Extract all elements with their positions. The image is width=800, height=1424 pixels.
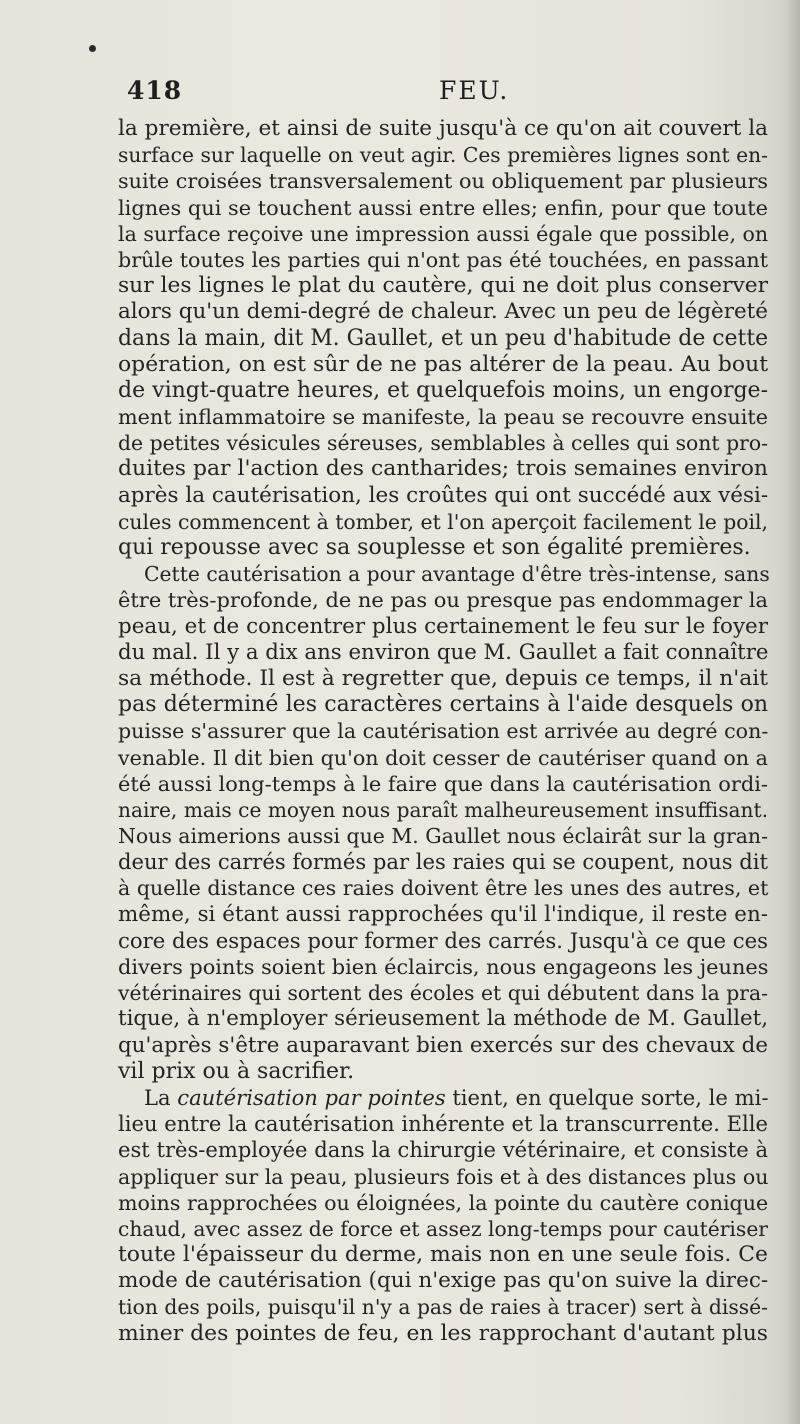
text-line: toute l'épaisseur du derme, mais non en une seule fois. Ce: [118, 1242, 768, 1268]
text-line: suite croisées transversalement ou obliquement par plusieurs: [118, 169, 768, 194]
text-line: lieu entre la cautérisation inhérente et la transcurrente. Elle: [118, 1111, 768, 1137]
text-line: vétérinaires qui sortent des écoles et qui débutent dans la pra-: [118, 981, 768, 1006]
text-line: venable. Il dit bien qu'on doit cesser de cautériser quand on a: [118, 745, 768, 770]
text-line: sur les lignes le plat du cautère, qui ne doit plus conserver: [118, 273, 769, 299]
page-number: 418: [127, 76, 183, 105]
text-line: appliquer sur la peau, plusieurs fois et à des distances plus ou: [118, 1164, 769, 1189]
text-line: tique, à n'employer sérieusement la méthode de M. Gaullet,: [118, 1006, 768, 1032]
text-line: opération, on est sûr de ne pas altérer de la peau. Au bout: [118, 351, 768, 377]
text-line: [118, 1085, 768, 1111]
text-line: cules commencent à tomber, et l'on aperçoit facilement le poil,: [118, 509, 769, 534]
text-line: naire, mais ce moyen nous paraît malheureusement insuffisant.: [118, 797, 768, 822]
text-line: surface sur laquelle on veut agir. Ces premières lignes sont en-: [118, 143, 768, 168]
text-line: à quelle distance ces raies doivent être les unes des autres, et: [118, 876, 769, 901]
italic-term: cautérisation par pointes: [177, 1084, 446, 1110]
text-line: lignes qui se touchent aussi entre elles; enfin, pour que toute: [118, 195, 768, 220]
text-line: après la cautérisation, les croûtes qui ont succédé aux vési-: [118, 482, 769, 508]
text-line: qu'après s'être auparavant bien exercés sur des chevaux de: [118, 1032, 768, 1058]
lead-text: La: [144, 1084, 178, 1110]
page-header: [127, 76, 767, 110]
text-line: moins rapprochées ou éloignées, la pointe du cautère conique: [118, 1190, 769, 1215]
text-line: deur des carrés formés par les raies qui se coupent, nous dit: [118, 849, 768, 875]
text-line: Nous aimerions aussi que M. Gaullet nous éclairât sur la gran-: [118, 824, 768, 849]
paragraph-1: [118, 116, 768, 561]
text-line: chaud, avec assez de force et assez long-temps pour cautériser: [118, 1216, 768, 1241]
text-line: est très-employée dans la chirurgie vétérinaire, et consiste à: [118, 1137, 768, 1163]
page-edge-shadow: [786, 0, 800, 1424]
text-line: même, si étant aussi rapprochées qu'il l'indique, il reste en-: [118, 901, 768, 927]
text-line: la première, et ainsi de suite jusqu'à ce qu'on ait couvert la: [118, 116, 768, 141]
text-line: être très-profonde, de ne pas ou presque pas endommager la: [118, 588, 768, 613]
text-line: la surface reçoive une impression aussi égale que possible, on: [118, 221, 769, 246]
text-line: divers points soient bien éclaircis, nous engageons les jeunes: [118, 955, 769, 979]
text-line: vil prix ou à sacrifier.: [118, 1058, 355, 1084]
paragraph-2: [118, 561, 768, 1085]
text-line: Cette cautérisation a pour avantage d'être très-intense, sans: [144, 562, 770, 587]
text-line: pas déterminé les caractères certains à l'aide desquels on: [118, 692, 768, 718]
text-line: qui repousse avec sa souplesse et son égalité premières.: [118, 535, 751, 560]
paragraph-3: [118, 1085, 768, 1347]
text-line: core des espaces pour former des carrés. Jusqu'à ce que ces: [118, 927, 769, 953]
text-line: de petites vésicules séreuses, semblables à celles qui sont pro-: [118, 431, 768, 456]
text-line: du mal. Il y a dix ans environ que M. Gaullet a fait connaître: [118, 639, 769, 665]
text-line: peau, et de concentrer plus certainement le feu sur le foyer: [118, 613, 768, 639]
body-text: [118, 116, 768, 1347]
text-line: dans la main, dit M. Gaullet, et un peu d'habitude de cette: [118, 325, 769, 351]
text-line: de vingt-quatre heures, et quelquefois moins, un engorge-: [118, 377, 768, 403]
text-line: miner des pointes de feu, en les rapprochant d'autant plus: [118, 1320, 768, 1346]
text-line: mode de cautérisation (qui n'exige pas qu'on suive la direc-: [118, 1268, 769, 1294]
text-line: puisse s'assurer que la cautérisation est arrivée au degré con-: [118, 719, 769, 744]
text-line: sa méthode. Il est à regretter que, depuis ce temps, il n'ait: [118, 665, 768, 691]
text-line: tion des poils, puisqu'il n'y a pas de raies à tracer) sert à dissé-: [118, 1295, 768, 1320]
running-head: FEU.: [439, 76, 510, 105]
lead-text: tient, en quelque sorte, le mi-: [445, 1084, 769, 1110]
text-line: ment inflammatoire se manifeste, la peau se recouvre ensuite: [118, 405, 768, 430]
text-line: été aussi long-temps à le faire que dans la cautérisation ordi-: [118, 771, 768, 796]
text-line: brûle toutes les parties qui n'ont pas été touchées, en passant: [118, 247, 768, 272]
ink-speck: [89, 45, 96, 52]
text-line: alors qu'un demi-degré de chaleur. Avec un peu de légèreté: [118, 299, 768, 325]
text-line: duites par l'action des cantharides; trois semaines environ: [118, 456, 768, 482]
